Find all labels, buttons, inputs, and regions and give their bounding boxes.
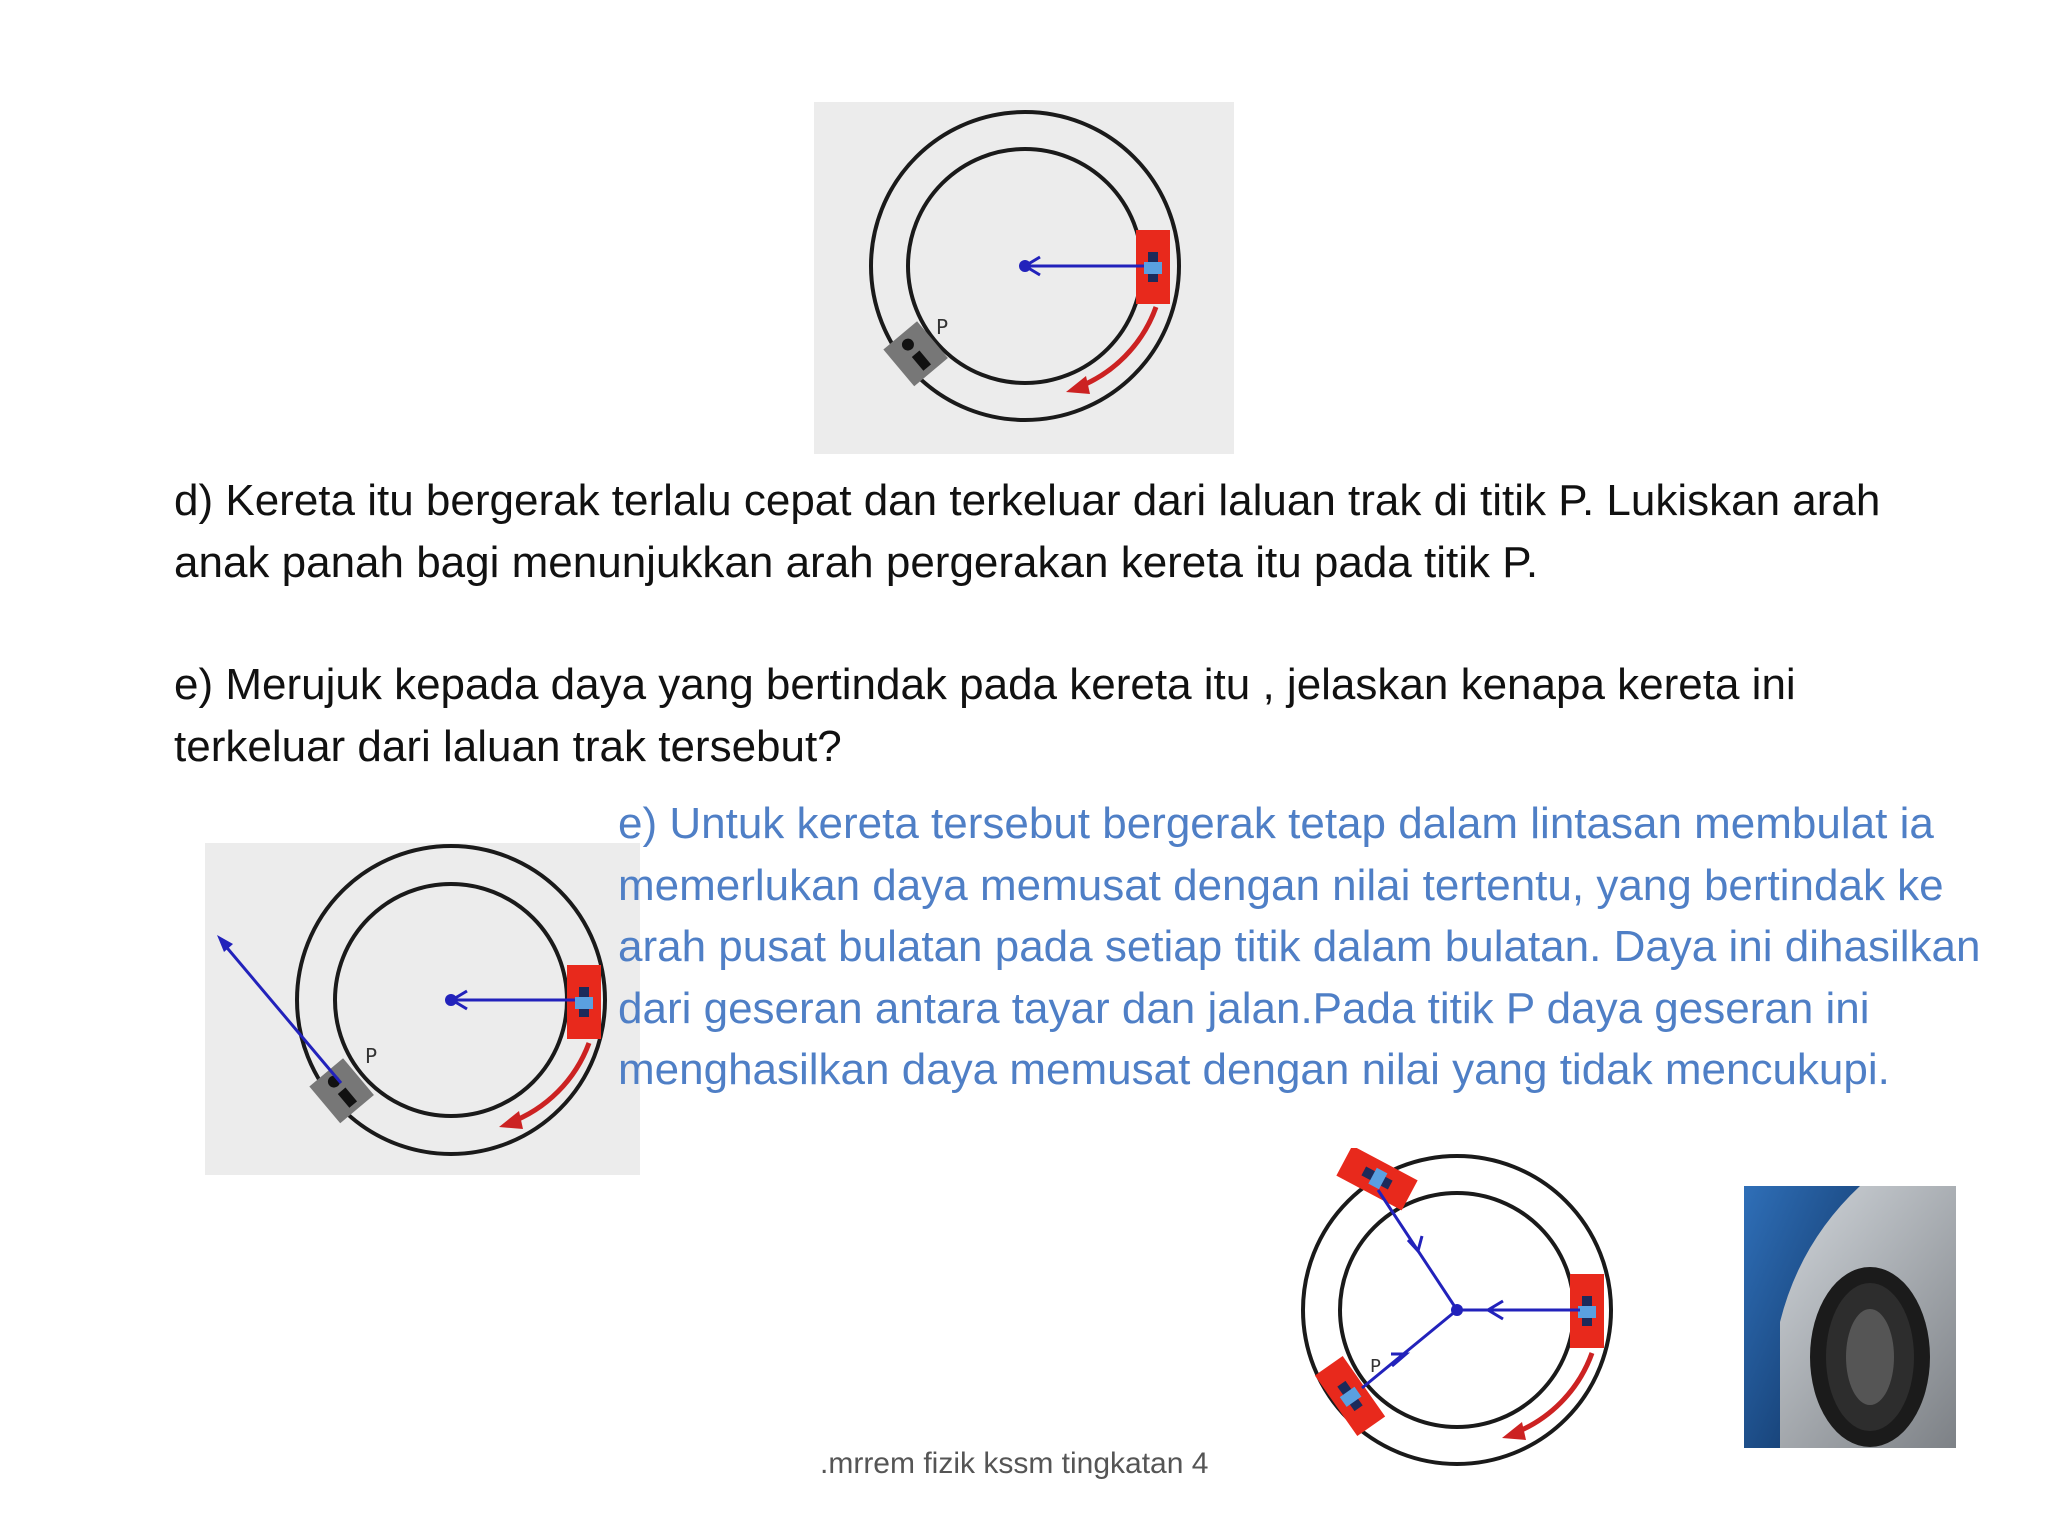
motion-arrow	[1502, 1353, 1592, 1440]
car-tyre-image	[1740, 1182, 1960, 1452]
red-car	[567, 965, 601, 1039]
center-dot	[1019, 260, 1031, 272]
track-diagram-forces	[1280, 1148, 1640, 1480]
figure-track-answer	[205, 843, 640, 1175]
motion-arrow	[1066, 307, 1156, 394]
track-diagram-answer	[205, 843, 640, 1175]
tangent-direction-arrow	[217, 935, 341, 1083]
center-dot	[1451, 1304, 1463, 1316]
track-diagram	[814, 102, 1234, 454]
answer-e: e) Untuk kereta tersebut bergerak tetap dalam lintasan membulat ia memerlukan daya memusat dengan nilai tertentu, yang bertindak ke arah pusat bulatan pada setiap titik dalam bulatan. Daya ini dihasilkan dari geseran antara tayar dan jalan.Pada titik P daya geseran ini menghasilkan daya memusat dengan nilai yang tidak mencukupi.	[618, 799, 1981, 1094]
centripetal-force-arrow	[445, 991, 575, 1009]
figure-track-top	[814, 102, 1234, 454]
footer-credit: .mrrem fizik kssm tingkatan 4	[820, 1447, 1209, 1480]
center-dot	[445, 994, 457, 1006]
centripetal-force-arrows	[1362, 1190, 1580, 1388]
figure-track-forces	[1280, 1148, 1640, 1480]
point-label-p: P	[936, 315, 949, 339]
car-tyre-photo	[1740, 1182, 1960, 1452]
centripetal-force-arrow	[1019, 257, 1144, 275]
question-e: e) Merujuk kepada daya yang bertindak pada kereta itu , jelaskan kenapa kereta ini terkeluar dari laluan trak tersebut?	[174, 660, 1796, 771]
motion-arrow	[499, 1043, 589, 1129]
question-d: d) Kereta itu bergerak terlalu cepat dan terkeluar dari laluan trak di titik P. Lukiskan arah anak panah bagi menunjukkan arah pergerakan kereta itu pada titik P.	[174, 476, 1881, 587]
point-label-p: P	[1370, 1356, 1381, 1377]
point-label-p: P	[365, 1044, 378, 1068]
